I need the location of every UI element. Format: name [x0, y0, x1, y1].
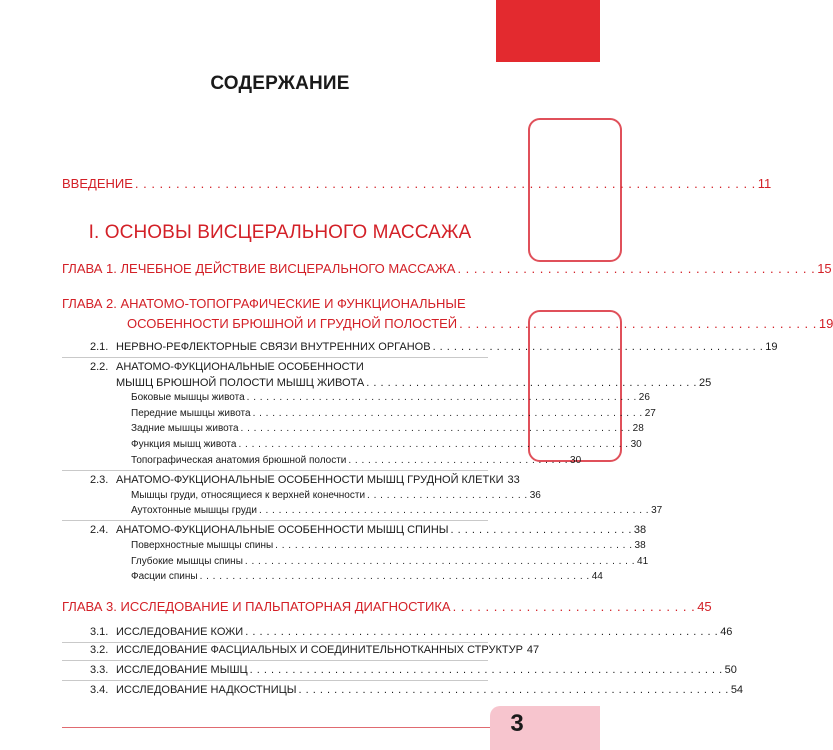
toc-entry-text: Функция мышц живота — [131, 439, 237, 450]
toc-entry-text: Поверхностные мышцы спины — [131, 540, 274, 551]
toc-entry-text: Задние мышцы живота — [131, 423, 239, 434]
toc-entry-text: ГЛАВА 1. ЛЕЧЕБНОЕ ДЕЙСТВИЕ ВИСЦЕРАЛЬНОГО МАССАЖА — [62, 261, 456, 276]
toc-entry-text: Аутохтонные мышцы груди — [131, 505, 257, 516]
toc-page-number: 50 — [724, 664, 737, 676]
toc-entry-text: МЫШЦ БРЮШНОЙ ПОЛОСТИ МЫШЦ ЖИВОТА — [116, 377, 365, 389]
toc-entry-text: ИССЛЕДОВАНИЕ МЫШЦ — [116, 664, 248, 676]
toc-entry-section-3-4[interactable] — [116, 684, 744, 696]
part-title: I. ОСНОВЫ ВИСЦЕРАЛЬНОГО МАССАЖА — [88, 222, 472, 243]
toc-page-number: 30 — [630, 439, 642, 450]
toc-subentry[interactable] — [131, 556, 649, 567]
leader-dots: . . . . . . . . . . . . . . . . . . . . . . . . . . . . . . . . . . . . . . . . . . . . . . . . . . . . . . . . . . . . — [244, 556, 636, 567]
toc-page-number: 33 — [507, 474, 520, 486]
toc-subentry[interactable] — [131, 408, 656, 419]
section-number: 3.1. — [90, 626, 109, 638]
toc-entry-text: ИССЛЕДОВАНИЕ КОЖИ — [116, 626, 244, 638]
toc-page-number: 46 — [720, 626, 733, 638]
toc-entry-text: АНАТОМО-ФУКЦИОНАЛЬНЫЕ ОСОБЕННОСТИ МЫШЦ ГРУДНОЙ КЛЕТКИ — [116, 474, 504, 486]
leader-dots: . . . . . . . . . . . . . . . . . . . . . . . . . . . . . . . . . . . . . . . . . . . . . . . . . . . . . . . . . . . . — [258, 505, 650, 516]
toc-page-number: 15 — [817, 261, 832, 276]
toc-entry-section-3-2[interactable] — [116, 644, 540, 656]
leader-dots: . . . . . . . . . . . . . . . . . . . . . . . . . . . . . . . . . . — [348, 455, 569, 466]
toc-entry-text: Топографическая анатомия брюшной полости — [131, 455, 347, 466]
toc-page-number: 28 — [632, 423, 644, 434]
leader-dots: . . . . . . . . . . . . . . . . . . . . . . . . . . . . . . . . . . . . . . . . . . . . — [459, 316, 817, 331]
toc-entry-chapter-2[interactable] — [127, 316, 833, 331]
section-number: 2.4. — [90, 524, 109, 536]
toc-page-number: 36 — [529, 490, 541, 501]
toc-subentry[interactable] — [131, 455, 582, 466]
toc-entry-text: Боковые мышцы живота — [131, 392, 245, 403]
toc-entry-section-3-1[interactable] — [116, 626, 733, 638]
section-divider — [62, 642, 488, 643]
toc-entry-text: ОСОБЕННОСТИ БРЮШНОЙ И ГРУДНОЙ ПОЛОСТЕЙ — [127, 316, 458, 331]
toc-entry-section-3-3[interactable] — [116, 664, 737, 676]
toc-subentry[interactable] — [131, 392, 650, 403]
toc-entry-text: Передние мышцы живота — [131, 408, 251, 419]
leader-dots: . . . . . . . . . . . . . . . . . . . . . . . . . . . . . . . . . . . . . . . . . . . . . . . . . . . . . . . . . . . . — [238, 439, 629, 450]
leader-dots: . . . . . . . . . . . . . . . . . . . . . . . . . — [367, 490, 528, 501]
toc-entry-text: ГЛАВА 3. ИССЛЕДОВАНИЕ И ПАЛЬПАТОРНАЯ ДИАГНОСТИКА — [62, 599, 451, 614]
toc-entry-section-2-4[interactable] — [116, 524, 647, 536]
toc-page-number: 30 — [570, 455, 582, 466]
section-divider — [62, 470, 488, 471]
leader-dots: . . . . . . . . . . . . . . . . . . . . . . . . . . . . . . . . . . . . . . . . . . . . . . . . . . . . . . . — [275, 540, 633, 551]
toc-page-number: 11 — [757, 176, 772, 191]
toc-page-number: 41 — [637, 556, 649, 567]
page-number: 3 — [510, 710, 524, 737]
toc-page-number: 19 — [818, 316, 833, 331]
section-divider — [62, 660, 488, 661]
page-title: СОДЕРЖАНИЕ — [210, 73, 350, 94]
footer-rule — [62, 727, 490, 728]
toc-page-number: 26 — [638, 392, 650, 403]
toc-subentry[interactable] — [131, 490, 541, 501]
toc-subentry[interactable] — [131, 439, 642, 450]
toc-page-number: 19 — [765, 341, 778, 353]
toc-entry-text: Глубокие мышцы спины — [131, 556, 243, 567]
toc-subentry[interactable] — [131, 423, 644, 434]
toc-page-number: 38 — [634, 540, 646, 551]
section-number: 3.3. — [90, 664, 109, 676]
section-divider — [62, 357, 488, 358]
page-number-box — [490, 706, 600, 750]
section-divider — [62, 520, 488, 521]
toc-page-number: 54 — [730, 684, 744, 696]
toc-entry-chapter-3[interactable] — [62, 599, 712, 614]
toc-entry-chapter-1[interactable] — [62, 261, 832, 276]
toc-subentry[interactable] — [131, 540, 646, 551]
leader-dots: . . . . . . . . . . . . . . . . . . . . . . . . . . . . . . . . . . . . . . . . . . . . . . . . . . . . . . . . . . . . — [246, 392, 637, 403]
toc-page-number: 25 — [698, 377, 712, 389]
toc-entry-section-2-2[interactable] — [116, 377, 712, 389]
section-number: 3.4. — [90, 684, 109, 696]
toc-entry-text: ИССЛЕДОВАНИЕ ФАСЦИАЛЬНЫХ И СОЕДИНИТЕЛЬНОТКАННЫХ СТРУКТУР — [116, 644, 523, 656]
toc-entry-text: Мышцы груди, относящиеся к верхней конечности — [131, 490, 366, 501]
section-number: 2.2. — [90, 361, 109, 373]
leader-dots: . . . . . . . . . . . . . . . . . . . . . . . . . . . . . . . . . . . . . . . . . . . . . . . . . . . . . . . . . . . . . . . . . . . — [249, 664, 723, 676]
toc-entry-section-2-2-line1[interactable]: АНАТОМО-ФУКЦИОНАЛЬНЫЕ ОСОБЕННОСТИ — [116, 361, 364, 373]
leader-dots: . . . . . . . . . . . . . . . . . . . . . . . . . . . . . . . . . . . . . . . . . . . . . . . . . . . . . . . . . . . . — [252, 408, 643, 419]
toc-entry-text: НЕРВНО-РЕФЛЕКТОРНЫЕ СВЯЗИ ВНУТРЕННИХ ОРГАНОВ — [116, 341, 431, 353]
leader-dots: . . . . . . . . . . . . . . . . . . . . . . . . . . . . . . . . . . . . . . . . . . . . . . . . . . . . . . . . . . . . . . . . . . . . . . . . . . . . — [134, 176, 756, 191]
toc-page-number: 47 — [526, 644, 540, 656]
section-number: 2.3. — [90, 474, 109, 486]
toc-entry-chapter-2-line1[interactable]: ГЛАВА 2. АНАТОМО-ТОПОГРАФИЧЕСКИЕ И ФУНКЦИОНАЛЬНЫЕ — [62, 296, 466, 311]
leader-dots: . . . . . . . . . . . . . . . . . . . . . . . . . . . . . . . . . . . . . . . . . . . . . . . . . . . . . . . . . . . . . — [298, 684, 729, 696]
toc-entry-intro[interactable] — [62, 176, 772, 191]
toc-entry-text: АНАТОМО-ФУКЦИОНАЛЬНЫЕ ОСОБЕННОСТИ МЫШЦ СПИНЫ — [116, 524, 449, 536]
toc-entry-section-2-1[interactable] — [116, 341, 778, 353]
leader-dots: . . . . . . . . . . . . . . . . . . . . . . . . . . . . . . . . . . . . . . . . . . . . . . . — [366, 377, 697, 389]
toc-subentry[interactable] — [131, 505, 663, 516]
leader-dots: . . . . . . . . . . . . . . . . . . . . . . . . . . . . . . . . . . . . . . . . . . . . . . . . . . . . . . . . . . . . . . . . . . . — [245, 626, 719, 638]
toc-page-number: 38 — [633, 524, 647, 536]
toc-subentry[interactable] — [131, 571, 603, 582]
section-number: 3.2. — [90, 644, 109, 656]
leader-dots: . . . . . . . . . . . . . . . . . . . . . . . . . . . . . . . . . . . . . . . . . . . . . . . . . . . . . . . . . . . . — [240, 423, 631, 434]
toc-page-number: 27 — [644, 408, 656, 419]
toc-page-number: 44 — [591, 571, 603, 582]
section-divider — [62, 680, 488, 681]
section-number: 2.1. — [90, 341, 109, 353]
leader-dots: . . . . . . . . . . . . . . . . . . . . . . . . . . . . . . . . . . . . . . . . . . . . . . . . . . . . . . . . . . . . — [199, 571, 590, 582]
leader-dots: . . . . . . . . . . . . . . . . . . . . . . . . . . — [450, 524, 632, 536]
toc-entry-text: ИССЛЕДОВАНИЕ НАДКОСТНИЦЫ — [116, 684, 297, 696]
toc-entry-text: ВВЕДЕНИЕ — [62, 176, 133, 191]
red-corner-tab — [496, 0, 600, 62]
toc-entry-section-2-3[interactable] — [116, 474, 520, 486]
leader-dots: . . . . . . . . . . . . . . . . . . . . . . . . . . . . . . . . . . . . . . . . . . . . — [457, 261, 816, 276]
toc-entry-text: Фасции спины — [131, 571, 198, 582]
toc-page-number: 37 — [651, 505, 663, 516]
leader-dots: . . . . . . . . . . . . . . . . . . . . . . . . . . . . . . . . . . . . . . . . . . . . . . . — [432, 341, 764, 353]
toc-page-number: 45 — [697, 599, 712, 614]
leader-dots: . . . . . . . . . . . . . . . . . . . . . . . . . . . . . . — [452, 599, 696, 614]
